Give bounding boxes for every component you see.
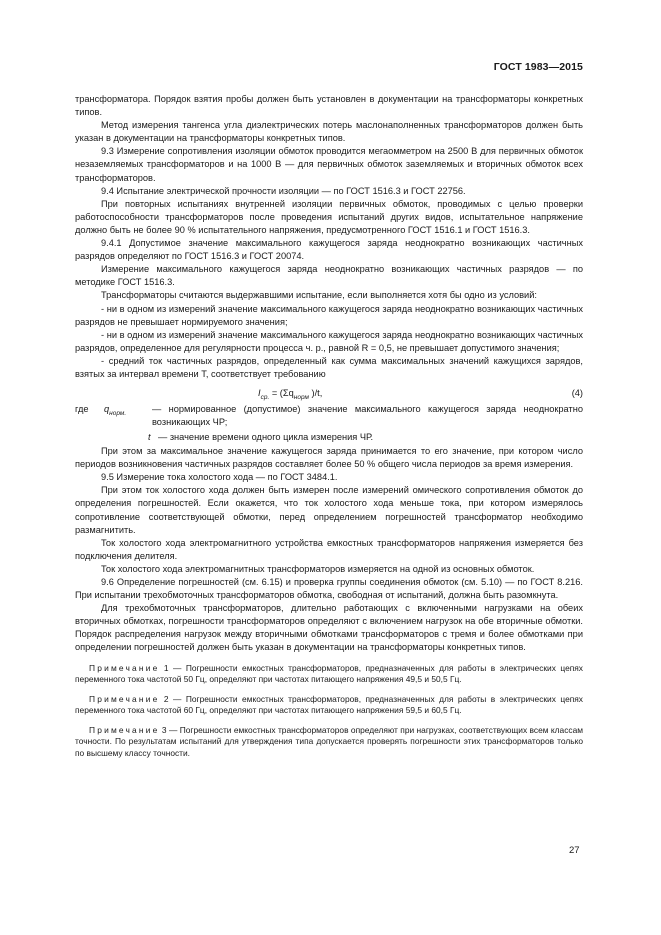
paragraph: трансформатора. Порядок взятия пробы должен быть установлен в документации на трансформаторы конкретных типов. bbox=[75, 94, 583, 118]
paragraph: 9.6 Определение погрешностей (см. 6.15) и проверка группы соединения обмоток (см. 5.10) — по ГОСТ 8.216. При испытании трехобмоточных трансформаторов обмотка, свободная от испытаний, должна быть разомкнута. bbox=[75, 577, 583, 601]
formula-4 bbox=[75, 383, 583, 403]
note-2: Примечание 2 — Погрешности емкостных трансформаторов, предназначенных для работы в электрических цепях переменного тока частотой 60 Гц, определяют при частотах питающего напряжения 59,5 и 60,5 Гц. bbox=[75, 693, 583, 716]
paragraph: При этом за максимальное значение кажущегося заряда принимается то его значение, при котором число периодов возникновения частичных разрядов составляет более 50 % общего числа периодов за время измерения. bbox=[75, 446, 583, 470]
body-text bbox=[75, 93, 583, 768]
list-item: - ни в одном из измерений значение максимального кажущегося заряда неоднократно возникающих частичных разрядов, определенное для регулярности процесса ч. р., равной R = 0,5, не превышает допустимого значения; bbox=[75, 329, 583, 353]
paragraph: 9.4 Испытание электрической прочности изоляции — по ГОСТ 1516.3 и ГОСТ 22756. bbox=[101, 185, 466, 196]
paragraph: 9.3 Измерение сопротивления изоляции обмоток проводится мегаомметром на 2500 В для первичных обмоток незаземляемых трансформаторов и на 1000 В — для первичных обмоток заземляемых и вторичных обмоток всех трансформаторов. bbox=[75, 146, 583, 183]
paragraph: Ток холостого хода электромагнитных трансформаторов измеряется на одной из основных обмоток. bbox=[101, 563, 535, 574]
note-3: Примечание 3 — Погрешности емкостных трансформаторов определяют при нагрузках, соответствующих всем классам точности. По результатам испытаний для утверждения типа допускается проверять погрешности этих трансформаторов только по высшему классу точности. bbox=[75, 724, 583, 758]
formula-expression: $I_{ср.} = (\Sigma q_{нoрм}$ )/t, bbox=[258, 388, 323, 401]
note-1: Примечание 1 — Погрешности емкостных трансформаторов, предназначенных для работы в электрических цепях переменного тока частотой 50 Гц, определяют при частотах питающего напряжения 49,5 и 50,5 Гц. bbox=[75, 662, 583, 684]
paragraph: 9.4.1 Допустимое значение максимального кажущегося заряда неоднократно возникающих частичных разрядов определяют по ГОСТ 1516.3 и ГОСТ 20074. bbox=[75, 238, 583, 262]
formula-number: (4) bbox=[571, 388, 583, 399]
paragraph: Метод измерения тангенса угла диэлектрических потерь маслонаполненных трансформаторов должен быть указан в документации на трансформаторы конкретных типов. bbox=[75, 120, 583, 144]
paragraph: При этом ток холостого хода должен быть измерен после измерений омического сопротивления обмоток до определения погрешностей. Если окажется, что ток холостого хода меньше тока, при котором измерялось сопротивление соответствующей обмотки, перед определением погрешностей трансформатор необходимо размагнитить. bbox=[75, 485, 583, 535]
list-item: - ни в одном из измерений значение максимального кажущегося заряда неоднократно возникающих частичных разрядов не превышает нормируемого значения; bbox=[75, 303, 583, 327]
paragraph: Для трехобмоточных трансформаторов, длительно работающих с включенными нагрузками на обеих вторичных обмотках, погрешности трансформаторов определяют с включением нагрузок на обе вторичные обмотки. Порядок распределения нагрузок между вторичными обмотками трансформаторов с тремя и более обмотками при определении погрешностей должен быть указан в документации на трансформаторы конкретных типов. bbox=[75, 603, 583, 653]
paragraph: 9.5 Измерение тока холостого хода — по ГОСТ 3484.1. bbox=[101, 472, 338, 483]
list-item: - средний ток частичных разрядов, определенный как сумма максимальных значений кажущихся зарядов, взятых за интервал времени T, соответствует требованию bbox=[75, 355, 583, 379]
paragraph: Трансформаторы считаются выдержавшими испытание, если выполняется хотя бы одно из условий: bbox=[101, 290, 537, 301]
paragraph: При повторных испытаниях внутренней изоляции первичных обмоток, проводимых с целью проверки работоспособности трансформаторов после проведения испытаний других видов, испытательное напряжение должно быть не более 90 % испытательного напряжения, предусмотренного ГОСТ 1516.1 и ГОСТ 1516.3. bbox=[75, 198, 583, 235]
page-number: 27 bbox=[569, 845, 580, 856]
paragraph: Ток холостого хода электромагнитного устройства емкостных трансформаторов напряжения измеряется без подключения делителя. bbox=[75, 537, 583, 561]
paragraph: Измерение максимального кажущегося заряда неоднократно возникающих частичных разрядов — по методике ГОСТ 1516.3. bbox=[75, 264, 583, 288]
formula-legend-2: t — значение времени одного цикла измерения ЧР. bbox=[148, 432, 374, 443]
formula-legend: где $q_{норм.}$ — нормированное (допустимое) значение максимального кажущегося заряда неоднократно возникающих ЧР; bbox=[75, 404, 583, 428]
document-code: ГОСТ 1983—2015 bbox=[493, 61, 583, 73]
